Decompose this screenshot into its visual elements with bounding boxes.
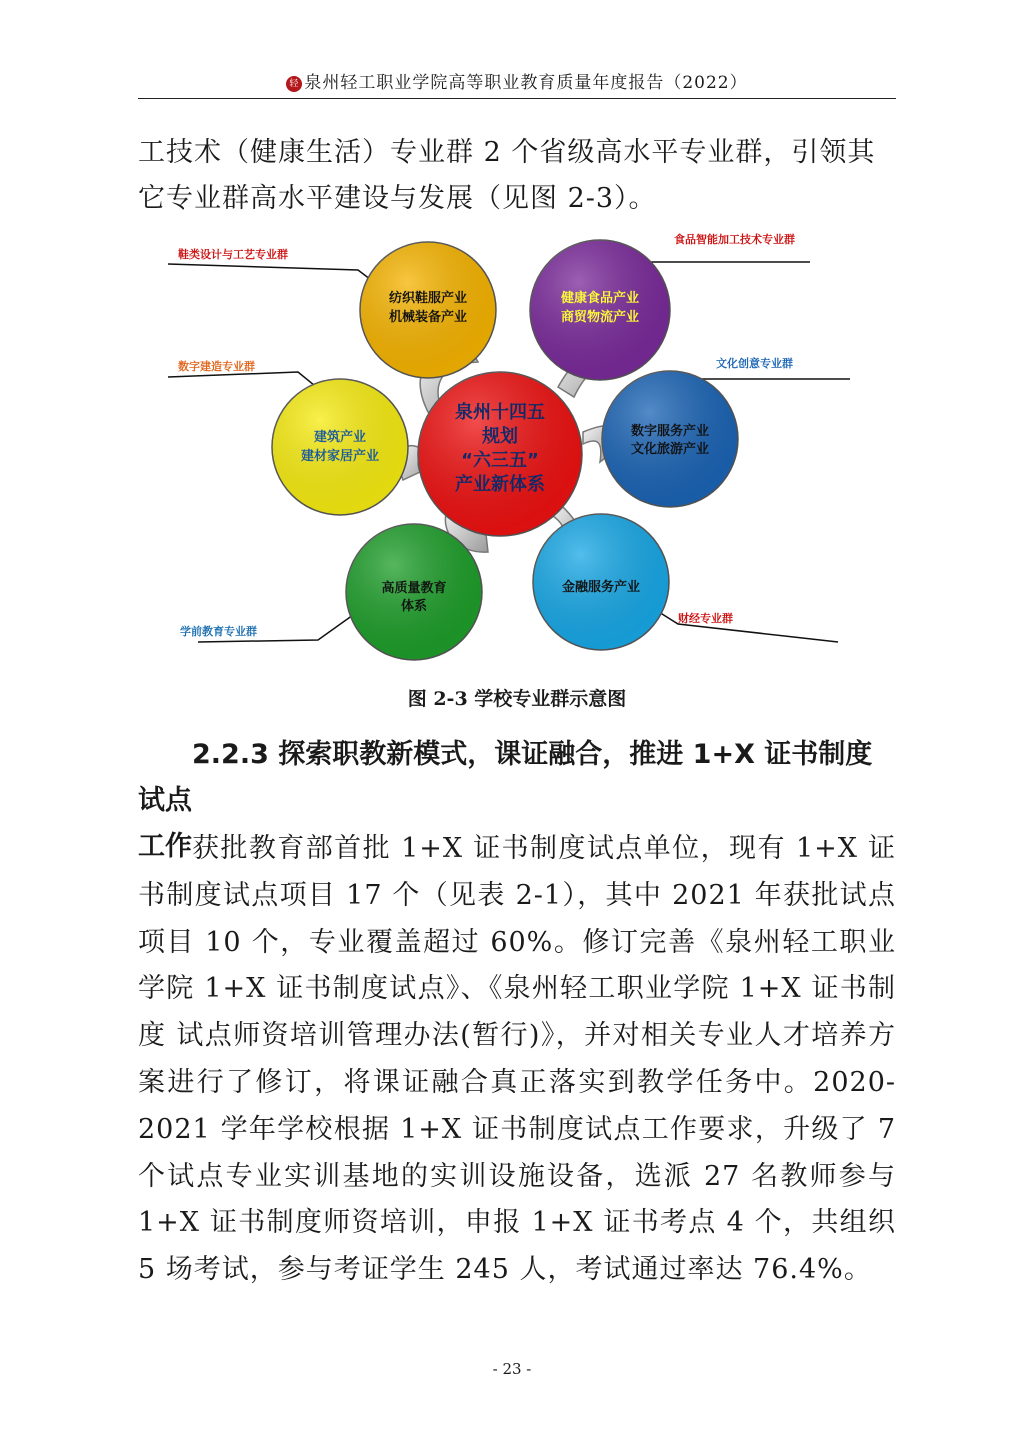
- label-digital-construction: 数字建造专业群: [178, 360, 255, 373]
- figure-caption: 图 2-3 学校专业群示意图: [407, 688, 627, 710]
- label-shoe-design: 鞋类设计与工艺专业群: [178, 248, 288, 261]
- label-cultural-creative: 文化创意专业群: [716, 357, 793, 370]
- circle-education: [346, 524, 482, 660]
- circle-construction-line2: 建材家居产业: [300, 449, 380, 464]
- circle-education-line1: 高质量教育: [381, 581, 447, 596]
- circle-construction: [272, 379, 408, 515]
- circle-digital-line2: 文化旅游产业: [630, 442, 710, 457]
- circle-digital: [602, 371, 738, 507]
- center-line1: 泉州十四五: [455, 402, 545, 423]
- center-line3: “六三五”: [461, 450, 539, 471]
- circle-food-line2: 商贸物流产业: [560, 310, 640, 325]
- section-heading-line1: 2.2.3 探索职教新模式，课证融合，推进 1+X 证书制度试点: [138, 739, 873, 816]
- circle-textile-line2: 机械装备产业: [388, 310, 468, 325]
- center-circle: [418, 372, 582, 536]
- label-preschool-education: 学前教育专业群: [180, 625, 257, 638]
- circle-finance: [533, 514, 669, 650]
- page-header: [138, 68, 896, 99]
- circle-construction-line1: 建筑产业: [313, 430, 367, 445]
- circle-food-line1: 健康食品产业: [560, 291, 640, 306]
- circle-food: [530, 240, 670, 380]
- body-paragraph: 获批教育部首批 1+X 证书制度试点单位，现有 1+X 证书制度试点项目 17 个（见表 2-1），其中 2021 年获批试点项目 10 个，专业覆盖超过 60%。修订完善《泉州轻工职业学院 1+X 证书制度试点》、《泉州轻工职业学院 1+X 证书制度 试点师资培训管理办法(暂行)》，并对相关专业人才培养方案进行了修订，将课证融合真正落实到教学任务中。2020-2021 学年学校根据 1+X 证书制度试点工作要求，升级了 7 个试点专业实训基地的实训设施设备，选派 27 名教师参与 1+X 证书制度师资培训，申报 1+X 证书考点 4 个，共组织 5 场考试，参与考证学生 245 人，考试通过率达 76.4%。: [138, 833, 896, 1286]
- circle-finance-line1: 金融服务产业: [561, 580, 641, 595]
- circle-education-line2: 体系: [400, 599, 428, 614]
- section-heading-line2: 工作: [138, 831, 192, 862]
- header-title: 泉州轻工职业学院高等职业教育质量年度报告（2022）: [304, 73, 748, 93]
- page-number: - 23 -: [492, 1360, 532, 1378]
- circle-textile: [360, 242, 496, 378]
- circle-digital-line1: 数字服务产业: [630, 424, 710, 439]
- center-line2: 规划: [482, 426, 518, 447]
- intro-paragraph: 工技术（健康生活）专业群 2 个省级高水平专业群，引领其它专业群高水平建设与发展（见图 2-3）。: [138, 137, 876, 214]
- circle-textile-line1: 纺织鞋服产业: [388, 291, 468, 306]
- cluster-diagram: [138, 222, 896, 672]
- school-logo-icon: 轻: [286, 76, 302, 92]
- label-finance: 财经专业群: [678, 612, 733, 625]
- center-line4: 产业新体系: [455, 474, 545, 495]
- label-food-processing: 食品智能加工技术专业群: [674, 233, 795, 246]
